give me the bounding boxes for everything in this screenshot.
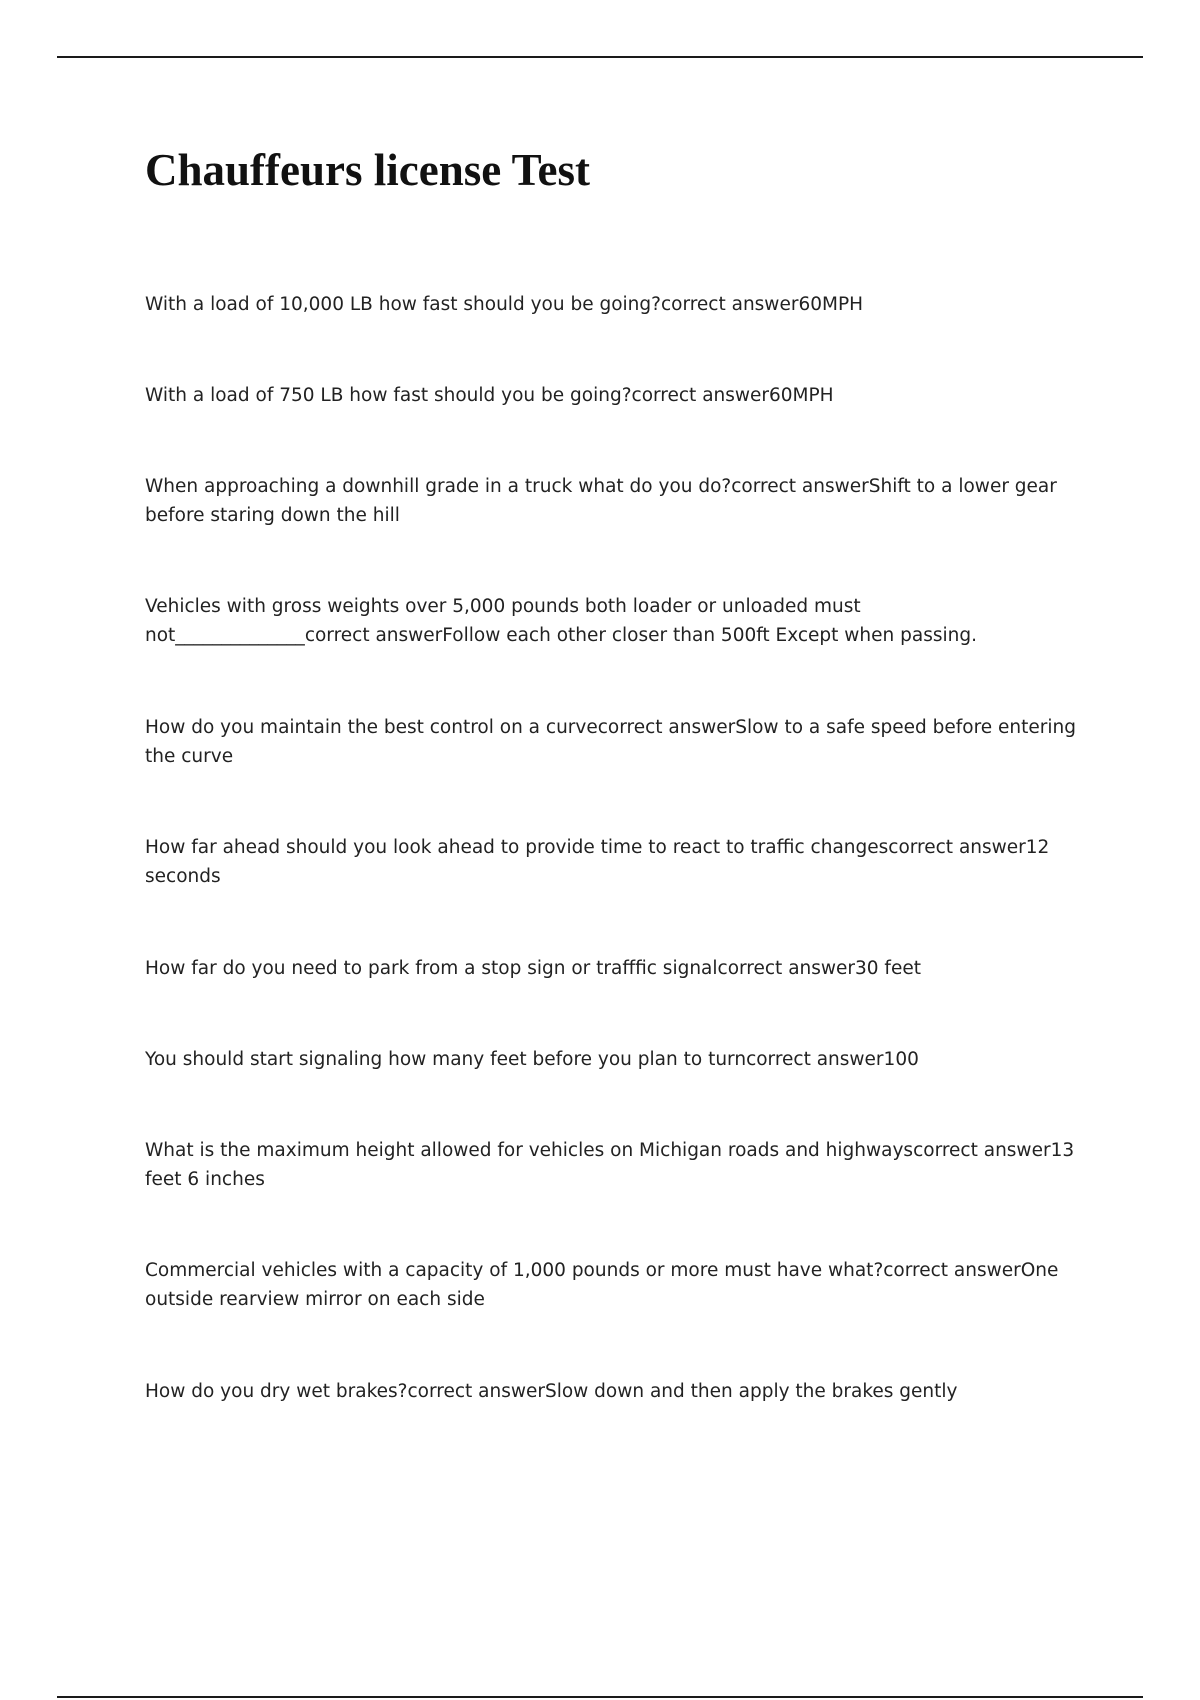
answer-marker: correct answer (913, 1140, 1051, 1161)
answer-text: 60MPH (769, 385, 834, 406)
qa-item (145, 954, 1085, 983)
answer-marker: correct answer (746, 1049, 884, 1070)
top-rule (57, 56, 1143, 58)
qa-item (145, 1377, 1085, 1406)
answer-marker: correct answer (717, 958, 856, 979)
question-text: With a load of 10,000 LB how fast should you be going? (145, 294, 661, 315)
answer-text: Follow each other closer than 500ft Except when passing. (442, 625, 977, 646)
question-text: With a load of 750 LB how fast should you be going? (145, 385, 632, 406)
document-title: Chauffeurs license Test (145, 145, 591, 195)
answer-marker: correct answer (304, 625, 443, 646)
bottom-rule (57, 1696, 1143, 1698)
answer-text: One outside rearview mirror on each side (145, 1260, 1059, 1310)
qa-item (145, 592, 1085, 650)
qa-item (145, 833, 1085, 891)
answer-marker: correct answer (597, 717, 736, 738)
question-text: What is the maximum height allowed for vehicles on Michigan roads and highways (145, 1140, 914, 1161)
qa-item (145, 381, 1085, 410)
answer-text: 60MPH (798, 294, 864, 315)
question-text: Commercial vehicles with a capacity of 1,000 pounds or more must have what? (145, 1260, 884, 1281)
answer-marker: correct answer (407, 1381, 545, 1402)
qa-item (145, 290, 1085, 319)
answer-marker: correct answer (631, 385, 770, 406)
question-text: When approaching a downhill grade in a truck what do you do? (145, 476, 732, 497)
question-text: How do you dry wet brakes? (145, 1381, 408, 1402)
qa-item (145, 1136, 1085, 1194)
answer-text: 100 (883, 1049, 919, 1070)
answer-marker: correct answer (731, 476, 869, 497)
qa-item (145, 1045, 1085, 1074)
answer-text: Slow to a safe speed before entering the curve (145, 717, 1077, 767)
answer-marker: correct answer (660, 294, 799, 315)
question-text: Vehicles with gross weights over 5,000 pounds both loader or unloaded must not______________ (145, 596, 861, 646)
qa-item (145, 1256, 1085, 1314)
answer-text: Slow down and then apply the brakes gently (544, 1381, 958, 1402)
answer-text: Shift to a lower gear before staring down the hill (145, 476, 1057, 526)
answer-text: 12 seconds (145, 837, 1050, 887)
answer-text: 13 feet 6 inches (145, 1140, 1075, 1190)
answer-marker: correct answer (888, 837, 1026, 858)
question-text: How far ahead should you look ahead to provide time to react to traffic changes (145, 837, 889, 858)
question-text: How do you maintain the best control on a curve (145, 717, 598, 738)
qa-item (145, 472, 1085, 530)
answer-marker: correct answer (883, 1260, 1021, 1281)
question-text: You should start signaling how many feet before you plan to turn (145, 1049, 747, 1070)
answer-text: 30 feet (855, 958, 921, 979)
question-text: How far do you need to park from a stop sign or trafffic signal (145, 958, 718, 979)
qa-item (145, 713, 1085, 771)
